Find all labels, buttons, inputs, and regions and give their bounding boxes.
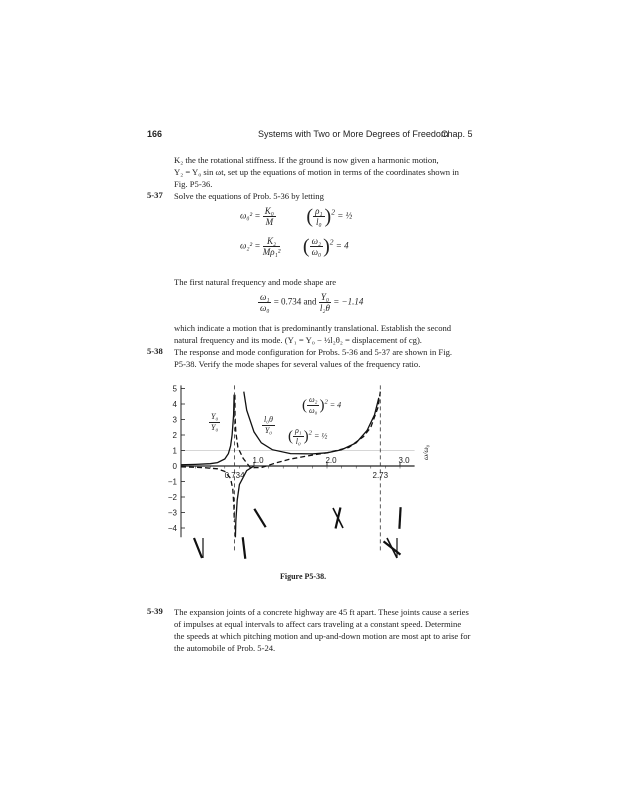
running-title: Systems with Two or More Degrees of Freedom bbox=[258, 129, 449, 139]
eq3-mid: = 0.734 and bbox=[273, 296, 317, 307]
intro-line-3: Fig. P5-36. bbox=[174, 179, 213, 189]
eq1-exp: 2 bbox=[331, 207, 335, 217]
eq2-num: K₂ bbox=[263, 236, 281, 247]
problem-5-39-line-2: of impulses at equal intervals to affect cars traveling at a constant speed. Determine bbox=[174, 619, 462, 629]
problem-5-39-line-3: the speeds at which pitching motion and up-and-down motion are most apt to arise for bbox=[174, 631, 471, 641]
resonance-label: 0.734 bbox=[224, 471, 245, 480]
y-tick-label: −2 bbox=[167, 493, 177, 502]
label-theta-ratio bbox=[262, 415, 275, 436]
eq2-rhs: = 4 bbox=[335, 240, 349, 251]
eq1-den: M bbox=[265, 217, 274, 227]
eq1-rhs: = ½ bbox=[337, 210, 353, 221]
annotation-omega-ratio: ( $\frac{\text{ω₂}}{\text{ω₀}}$ )$^2$ = 4 bbox=[302, 395, 342, 415]
eq3-r-num: Y₀ bbox=[320, 292, 329, 302]
y-tick-label: 2 bbox=[172, 431, 177, 440]
eq1-lhs: ω₀² = bbox=[240, 210, 261, 221]
eq3-rhs: = −1.14 bbox=[333, 296, 364, 307]
ann1-num: ω₂ bbox=[309, 395, 318, 404]
ann2-rhs: = ½ bbox=[313, 431, 328, 441]
problem-5-37-text-2: The first natural frequency and mode shape are bbox=[174, 277, 337, 287]
annotation-rho-ratio: ( $\frac{\text{ρ₁}}{\text{l₀}}$ )$^2$ = ½ bbox=[288, 426, 328, 446]
mode-link bbox=[254, 507, 265, 528]
mode-link-cross bbox=[333, 508, 343, 528]
eq1-num: K₀ bbox=[264, 206, 274, 216]
chapter-label: Chap. 5 bbox=[441, 129, 473, 139]
label-y-den: Y₀ bbox=[211, 423, 219, 432]
problem-5-39-line-1: The expansion joints of a concrete highway are 45 ft apart. These joints cause a series bbox=[174, 607, 469, 617]
eq3-num: ω₁ bbox=[260, 292, 270, 302]
label-y-ratio bbox=[209, 412, 220, 433]
chart-axes bbox=[181, 385, 415, 537]
eq2-lhs: ω₂² = bbox=[240, 240, 261, 251]
resonance-label: 2.73 bbox=[372, 471, 389, 480]
y-tick-label: 4 bbox=[172, 400, 177, 409]
mode-shape-sketch bbox=[194, 538, 203, 558]
problem-number-5-39: 5-39 bbox=[147, 606, 163, 616]
problem-5-38-line-1: The response and mode configuration for Probs. 5-36 and 5-37 are shown in Fig. bbox=[174, 347, 453, 357]
intro-line-2: Y₂ = Y₀ sin ωt, set up the equations of motion in terms of the coordinates shown in bbox=[174, 167, 459, 177]
y-tick-label: −3 bbox=[167, 508, 177, 518]
equation-1: ω₀² = $\frac{\text{K₀}}{M}$ ( $\frac{\text{ρ₁}}{\text{l₀}}$ )$^2$ = ½ bbox=[240, 205, 353, 228]
x-tick-label: 3.0 bbox=[398, 456, 410, 465]
series-curve-y-y0 bbox=[181, 395, 234, 465]
problem-5-37-text-3a: which indicate a motion that is predominantly translational. Establish the second bbox=[174, 323, 452, 333]
mode-shape-sketch bbox=[254, 507, 265, 528]
y-tick-label: −4 bbox=[167, 524, 177, 533]
mode-link-cross bbox=[387, 538, 397, 558]
eq2-ratio-num: ω₂ bbox=[311, 236, 322, 246]
ann1-exp: 2 bbox=[324, 398, 328, 406]
mode-shape-sketch bbox=[392, 507, 408, 529]
eq3-den: ω₀ bbox=[260, 303, 270, 313]
intro-line-1: K₂ the the rotational stiffness. If the ground is now given a harmonic motion, bbox=[174, 155, 439, 165]
x-axis-label: ω/ω₀ bbox=[421, 444, 430, 460]
problem-5-39-line-4: the automobile of Prob. 5-24. bbox=[174, 643, 276, 653]
label-y-num: Y₀ bbox=[211, 412, 219, 421]
y-tick-label: 1 bbox=[172, 446, 177, 456]
y-tick-label: 5 bbox=[172, 384, 177, 394]
eq2-den: Mρ₁² bbox=[262, 247, 281, 257]
problem-5-38-line-2: P5-38. Verify the mode shapes for several values of the frequency ratio. bbox=[174, 359, 421, 369]
eq1-ratio-num: ρ₁ bbox=[315, 206, 323, 216]
ann1-den: ω₀ bbox=[309, 406, 318, 415]
mode-shape-sketch bbox=[329, 508, 347, 529]
x-tick-label: 2.0 bbox=[325, 456, 337, 465]
eq2-exp: 2 bbox=[329, 237, 334, 247]
equation-2: ω₂² = $\frac{\text{K₂}}{\text{Mρ₁²}}$ ( $\frac{\text{ω₂}}{\text{ω₀}}$ )$^2$ = 4 bbox=[240, 235, 349, 258]
y-tick-label: −1 bbox=[167, 477, 177, 487]
ann1-rhs: = 4 bbox=[329, 400, 342, 410]
page-number: 166 bbox=[147, 129, 163, 139]
eq3-r-den: l₂θ bbox=[319, 303, 330, 313]
mode-shape-sketch bbox=[384, 537, 401, 558]
mode-link bbox=[392, 507, 408, 529]
label-theta-den: Y₀ bbox=[264, 426, 273, 435]
problem-5-37-text-3b: natural frequency and its mode. (Y₁ = Y₀ − ½l₂θ₂ = displacement of cg). bbox=[174, 335, 422, 345]
x-tick-label: 1.0 bbox=[252, 456, 264, 465]
mode-shape-sketch bbox=[238, 537, 251, 558]
ann2-num: ρ₁ bbox=[295, 426, 302, 435]
label-theta-num: l₀θ bbox=[264, 415, 273, 424]
problem-5-37-text: Solve the equations of Prob. 5-36 by letting bbox=[174, 191, 324, 201]
y-tick-label: 3 bbox=[172, 415, 177, 425]
figure-caption: Figure P5-38. bbox=[280, 572, 327, 581]
problem-number-5-38: 5-38 bbox=[147, 346, 163, 356]
ann2-exp: 2 bbox=[308, 429, 312, 437]
mode-link bbox=[238, 537, 251, 558]
eq1-ratio-den: l₀ bbox=[315, 217, 322, 227]
y-tick-label: 0 bbox=[172, 462, 177, 471]
ann2-den: l₀ bbox=[295, 437, 301, 446]
mode-link bbox=[194, 538, 202, 558]
eq2-ratio-den: ω₀ bbox=[311, 247, 322, 257]
problem-number-5-37: 5-37 bbox=[147, 190, 163, 200]
